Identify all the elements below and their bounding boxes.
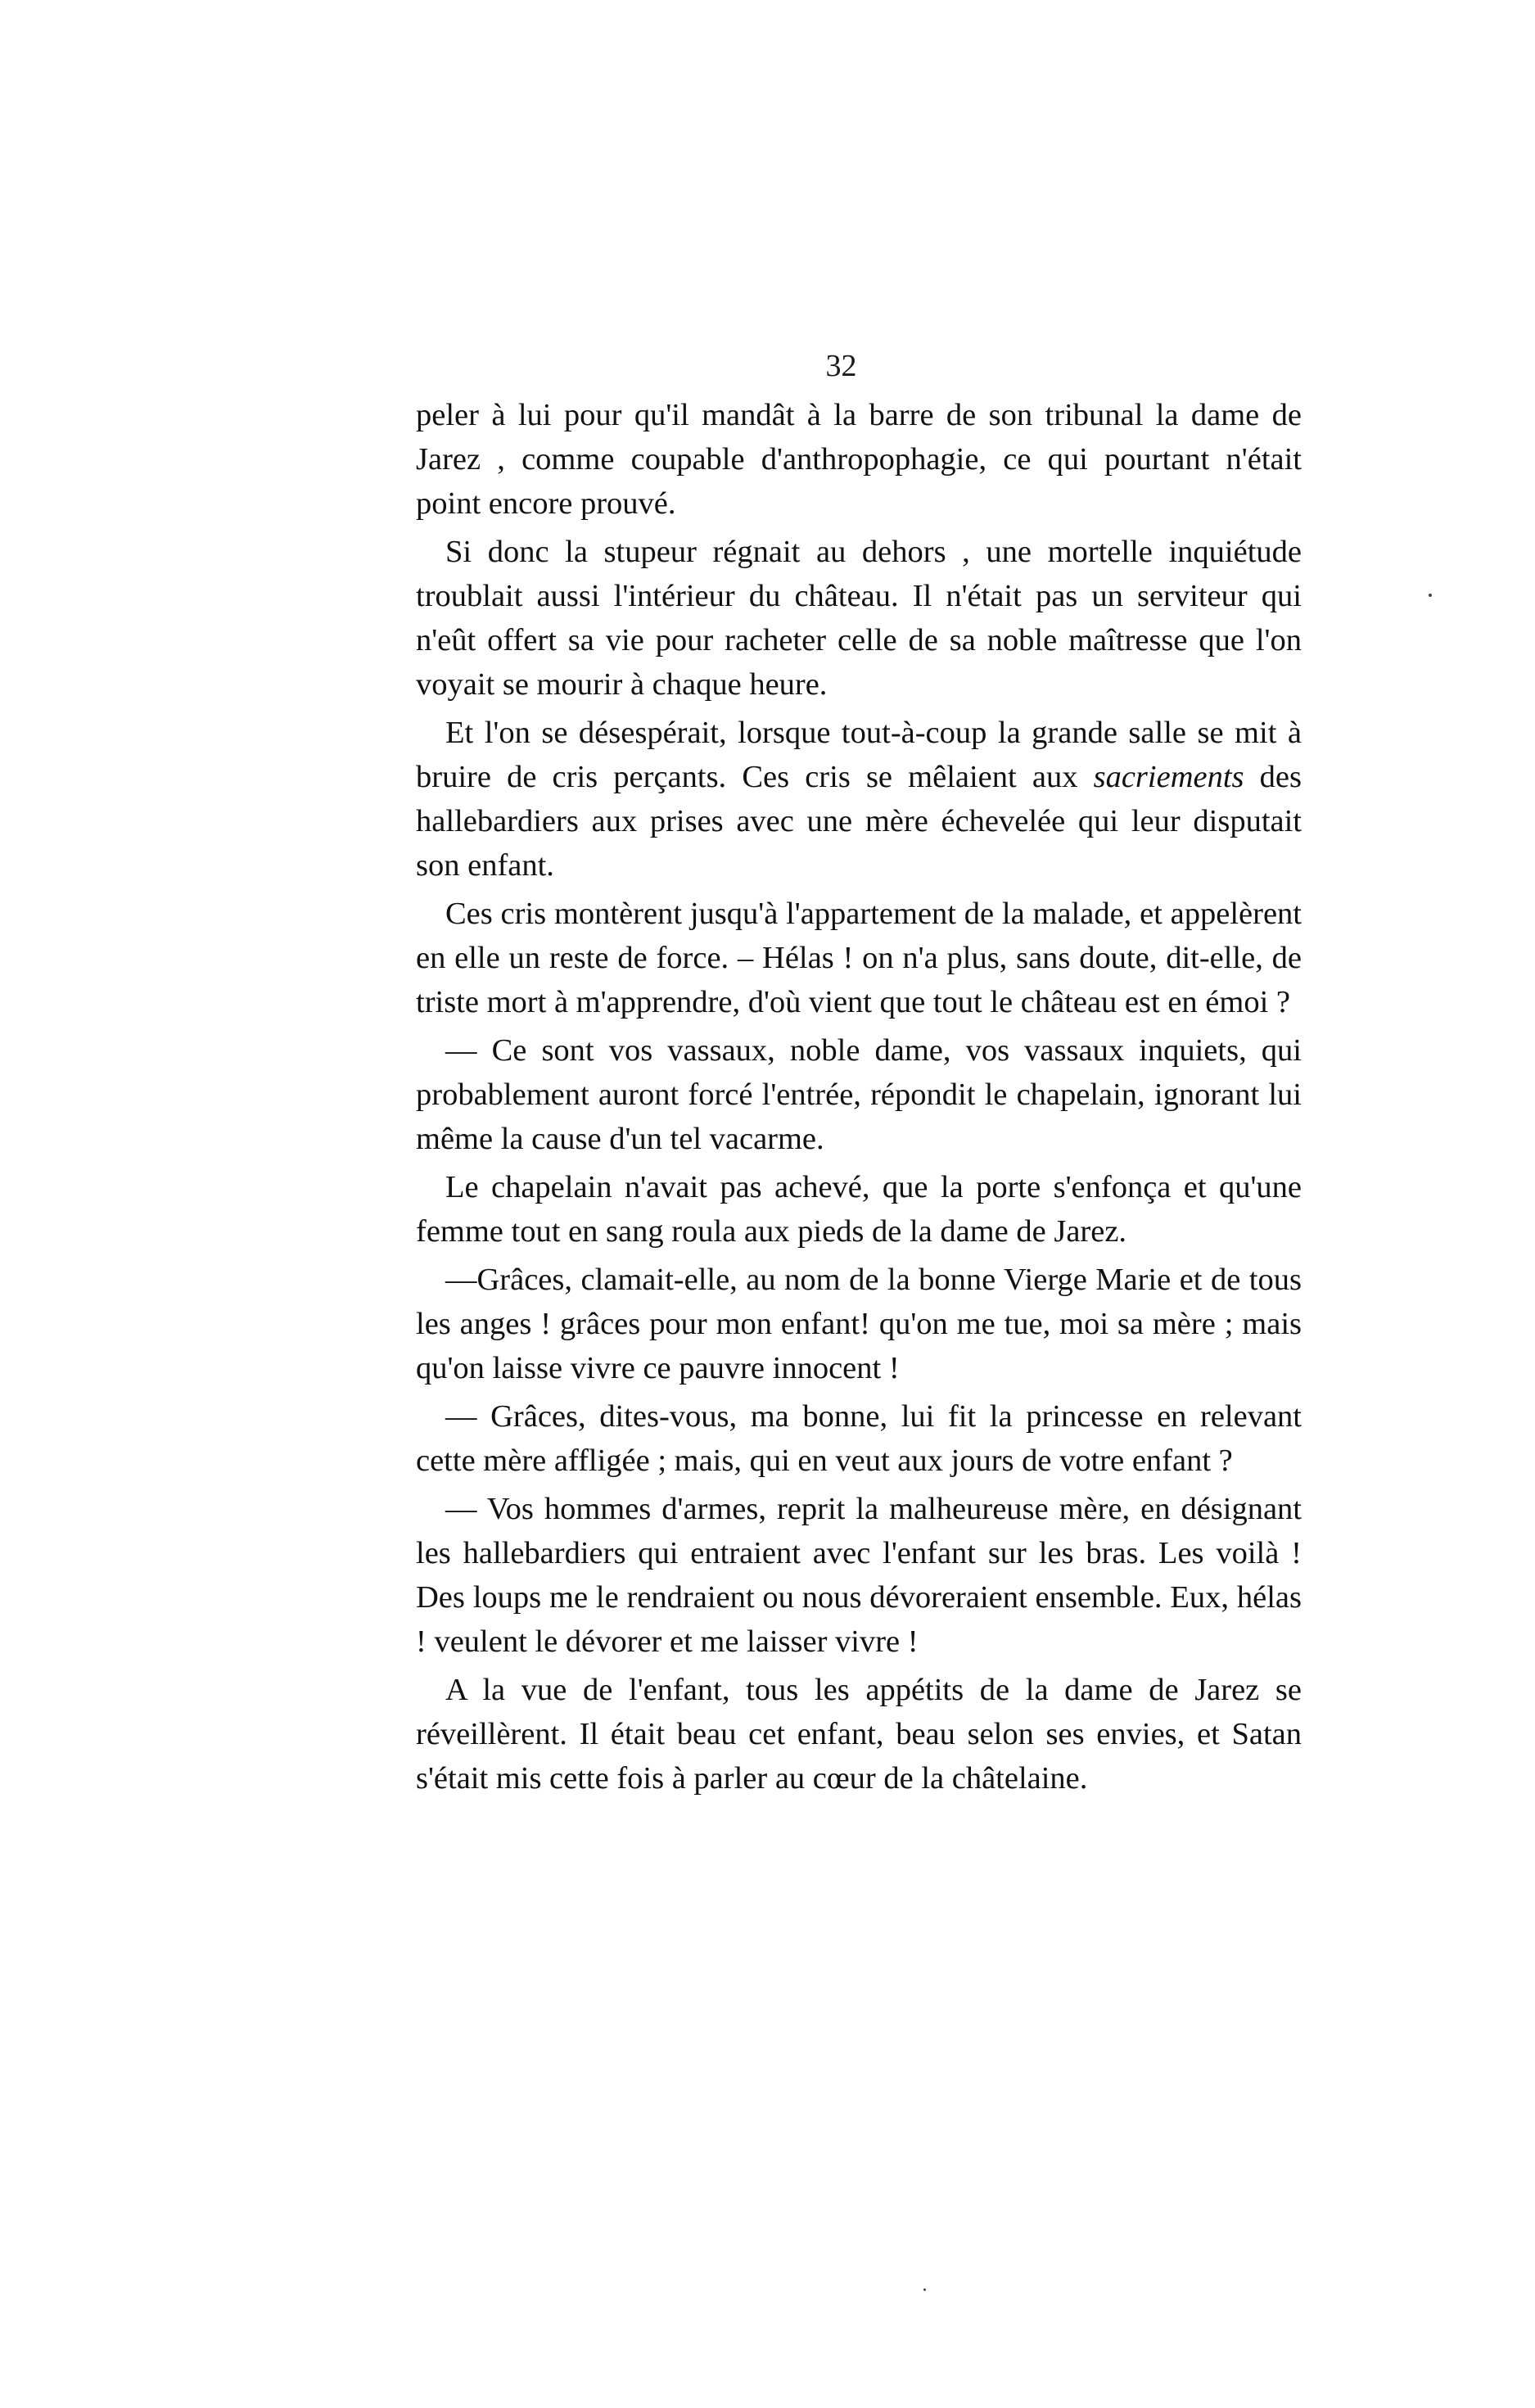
paragraph-text: des hallebardiers aux prises avec une mère échevelée qui leur disputait son enfant.: [416, 760, 1302, 883]
paragraph-5: [416, 1028, 1302, 1161]
paragraph-1: [416, 393, 1302, 526]
paragraph-text: peler à lui pour qu'il mandât à la barre de son tribunal la dame de Jarez , comme coupable d'anthropophagie, ce qui pourtant n'était point encore prouvé.: [416, 398, 1302, 521]
paragraph-text: — Ce sont vos vassaux, noble dame, vos vassaux inquiets, qui probablement auront forcé l'entrée, répondit le chapelain, ignorant lui même la cause d'un tel vacarme.: [416, 1033, 1302, 1156]
paragraph-6: [416, 1165, 1302, 1254]
paragraph-text: —Grâces, clamait-elle, au nom de la bonne Vierge Marie et de tous les anges ! grâces pour mon enfant! qu'on me tue, moi sa mère ; mais qu'on laisse vivre ce pauvre innocent !: [416, 1263, 1302, 1385]
paragraph-3: [416, 711, 1302, 888]
paragraph-text: Le chapelain n'avait pas achevé, que la porte s'enfonça et qu'une femme tout en sang roula aux pieds de la dame de Jarez.: [416, 1170, 1302, 1249]
paragraph-text: Et l'on se désespérait, lorsque tout-à-coup la grande salle se mit à bruire de cris perçants. Ces cris se mêlaient aux: [416, 716, 1302, 794]
paragraph-9: [416, 1487, 1302, 1664]
paragraph-8: [416, 1394, 1302, 1483]
paragraph-text: — Vos hommes d'armes, reprit la malheureuse mère, en désignant les hallebardiers qui entraient avec l'enfant sur les bras. Les voilà ! Des loups me le rendraient ou nous dévoreraient ensemble. Eux, hélas ! veulent le dévorer et me laisser vivre !: [416, 1492, 1302, 1659]
paragraph-text: Ces cris montèrent jusqu'à l'appartement de la malade, et appelèrent en elle un reste de force. – Hélas ! on n'a plus, sans doute, dit-elle, de triste mort à m'apprendre, d'où vient que tout le château est en émoi ?: [416, 897, 1302, 1019]
paragraph-10: [416, 1668, 1302, 1800]
scan-speck: [923, 2288, 926, 2291]
paragraph-text: A la vue de l'enfant, tous les appétits de la dame de Jarez se réveillèrent. Il était beau cet enfant, beau selon ses envies, et Satan s'était mis cette fois à parler au cœur de la châtelaine.: [416, 1673, 1302, 1796]
italic-word: sacriements: [1093, 760, 1244, 794]
scan-speck: [1429, 594, 1432, 597]
paragraph-text: — Grâces, dites-vous, ma bonne, lui fit la princesse en relevant cette mère affligée ; mais, qui en veut aux jours de votre enfant ?: [416, 1399, 1302, 1478]
paragraph-text: Si donc la stupeur régnait au dehors , une mortelle inquiétude troublait aussi l'intérieur du château. Il n'était pas un serviteur qui n'eût offert sa vie pour racheter celle de sa noble maîtresse que l'on voyait se mourir à chaque heure.: [416, 535, 1302, 702]
paragraph-4: [416, 892, 1302, 1024]
body-text: [416, 393, 1302, 1805]
paragraph-7: [416, 1258, 1302, 1390]
page-number: 32: [825, 349, 857, 383]
paragraph-2: [416, 530, 1302, 707]
